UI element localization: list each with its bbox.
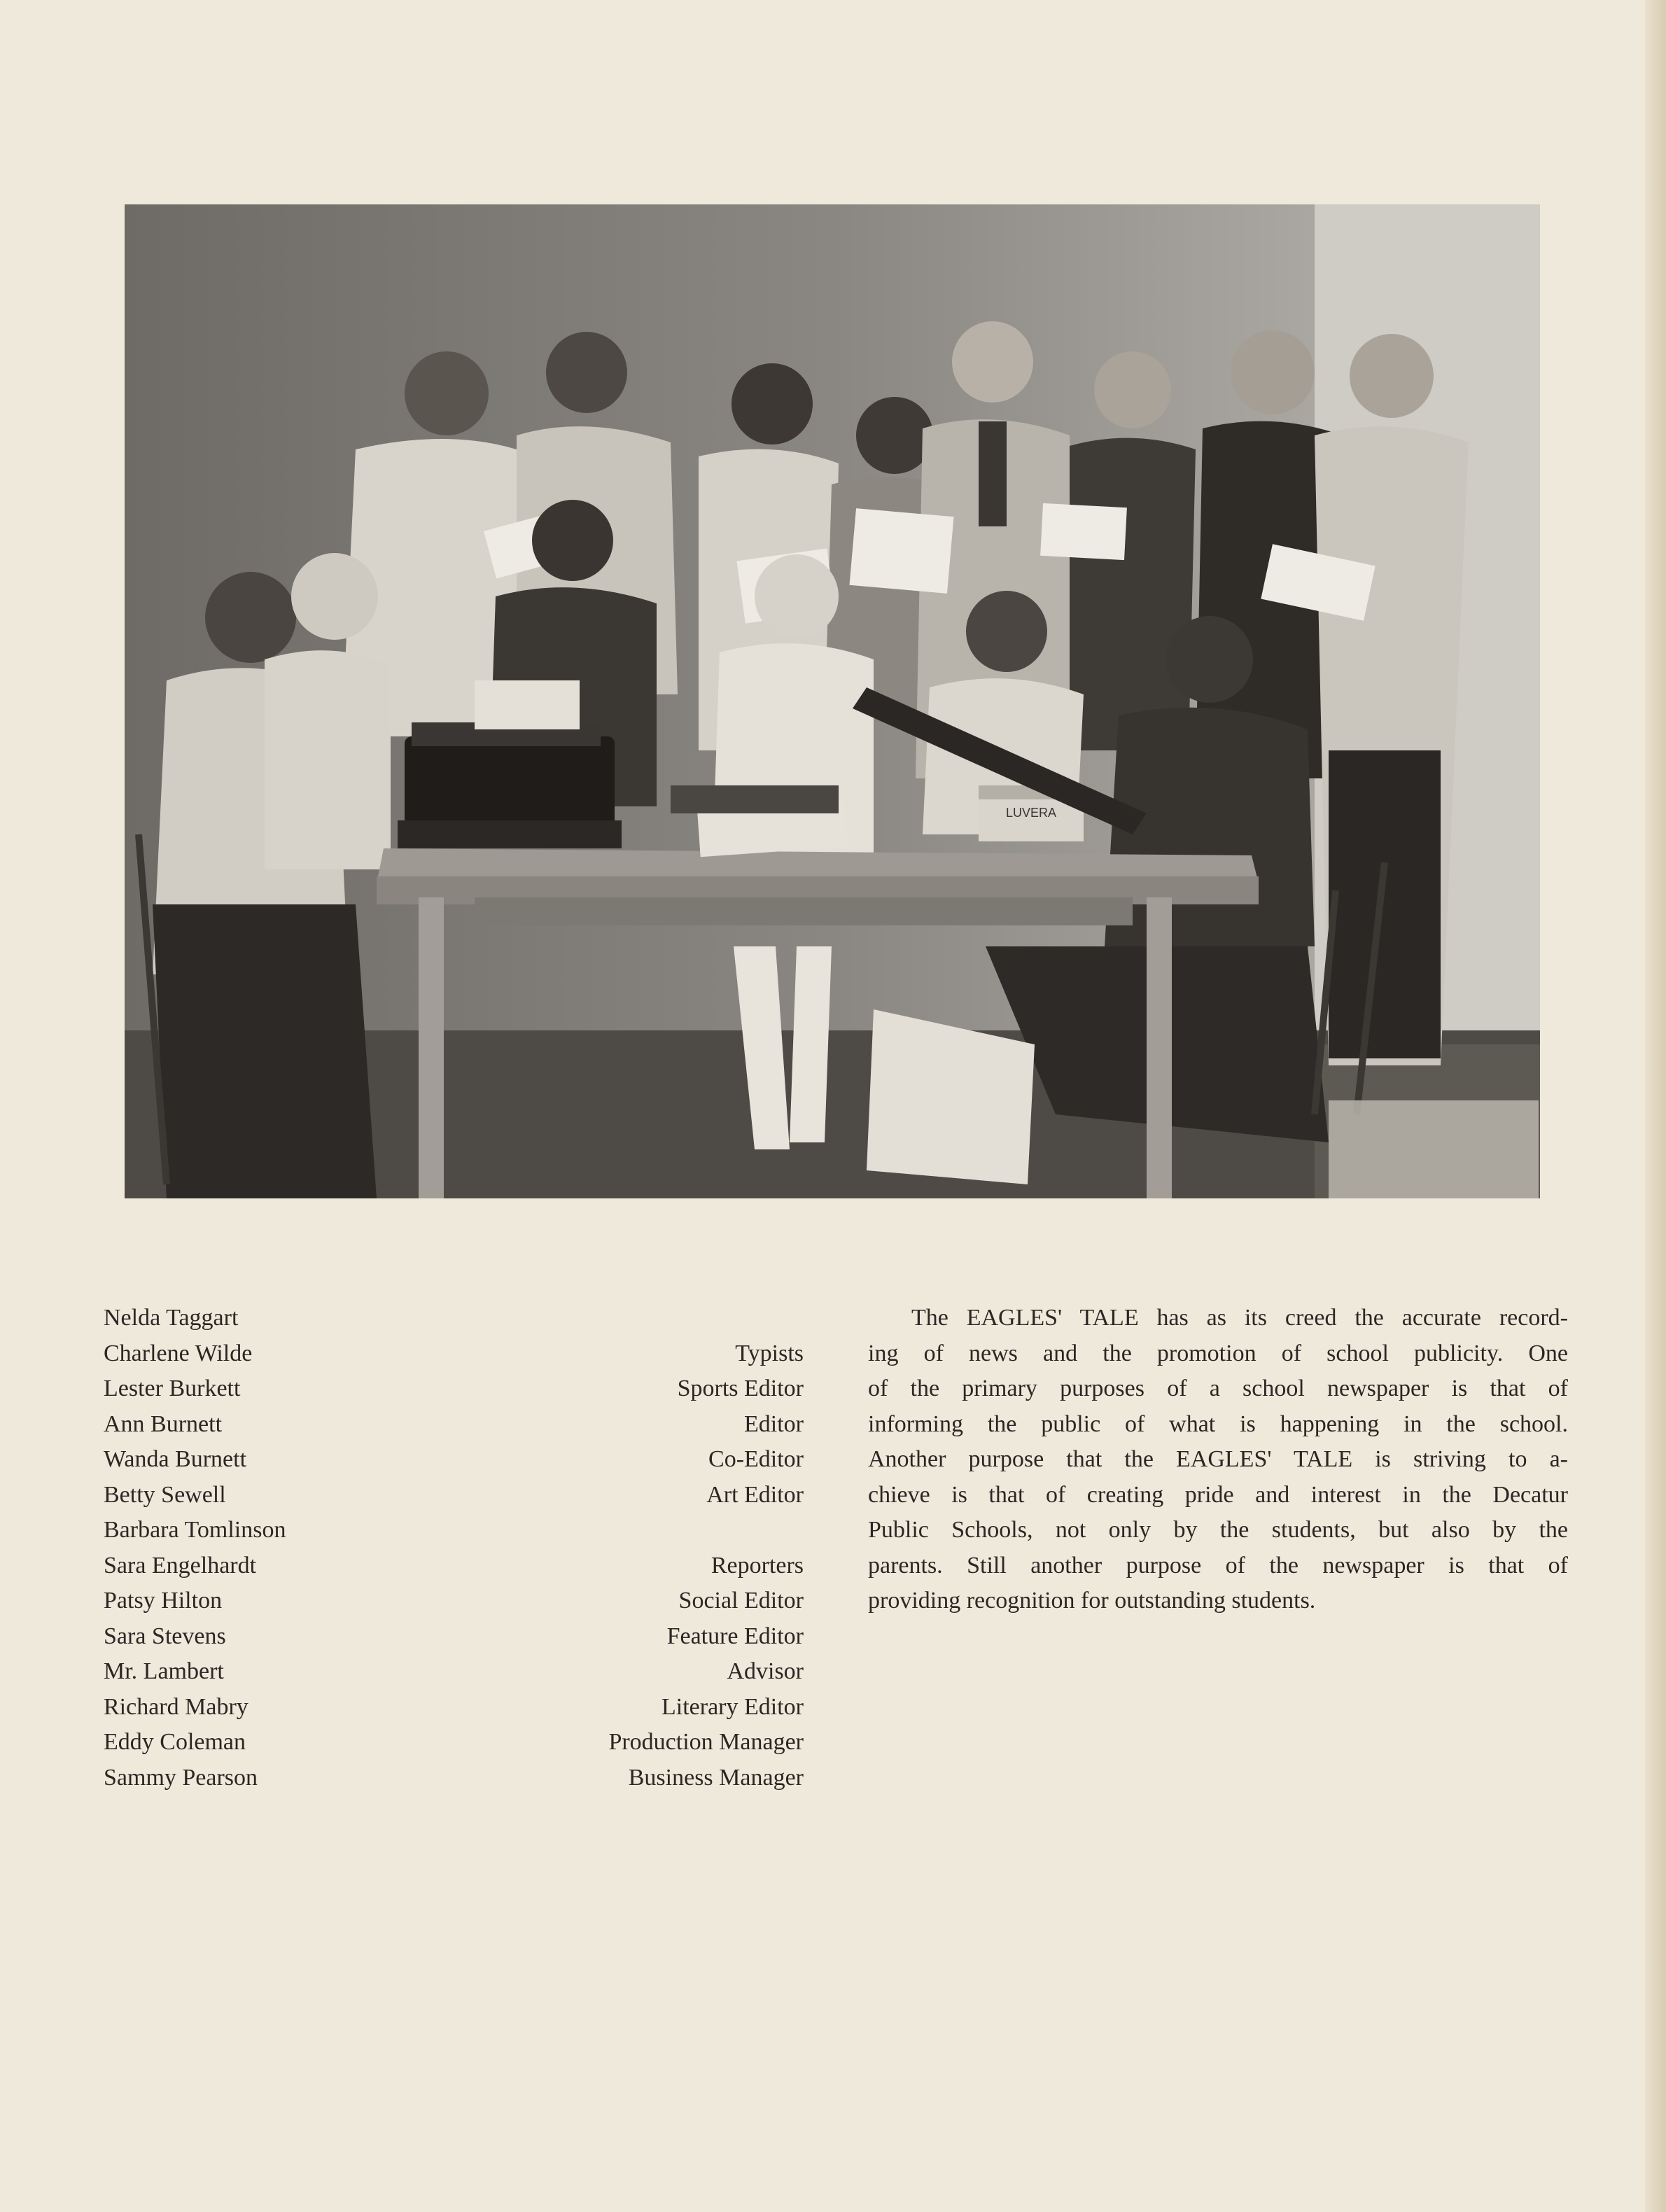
article-line: ing of news and the promotion of school publicity. One xyxy=(868,1340,1568,1366)
staff-name: Lester Burkett xyxy=(104,1376,241,1401)
staff-name: Richard Mabry xyxy=(104,1693,248,1720)
roster-row xyxy=(104,1690,804,1726)
staff-name: Sara Engelhardt xyxy=(104,1552,257,1578)
staff-role: Art Editor xyxy=(706,1481,804,1508)
staff-name: Mr. Lambert xyxy=(104,1658,224,1684)
roster-row xyxy=(104,1725,804,1760)
staff-name: Wanda Burnett xyxy=(104,1446,247,1472)
roster-row xyxy=(104,1583,804,1619)
staff-role: Advisor xyxy=(727,1658,804,1684)
roster-row xyxy=(104,1478,804,1513)
staff-role: Sports Editor xyxy=(677,1376,804,1401)
staff-roster xyxy=(104,1301,804,1795)
staff-role: Reporters xyxy=(710,1552,804,1578)
staff-role: Production Manager xyxy=(608,1729,804,1755)
roster-row xyxy=(104,1407,804,1443)
staff-role: Business Manager xyxy=(628,1764,804,1791)
roster-row xyxy=(104,1301,804,1336)
roster-row xyxy=(104,1619,804,1655)
article-line: chieve is that of creating pride and interest in the Decatur xyxy=(868,1481,1568,1508)
staff-role: Editor xyxy=(744,1410,804,1437)
staff-role: Co-Editor xyxy=(708,1446,804,1472)
roster-row xyxy=(104,1548,804,1584)
staff-name: Barbara Tomlinson xyxy=(104,1517,286,1543)
staff-name: Sara Stevens xyxy=(104,1623,226,1649)
roster-row xyxy=(104,1654,804,1690)
roster-row xyxy=(104,1336,804,1372)
staff-name: Ann Burnett xyxy=(104,1410,223,1437)
article-line: parents. Still another purpose of the newspaper is that of xyxy=(868,1552,1568,1578)
article-line: Public Schools, not only by the students, but also by the xyxy=(868,1517,1568,1543)
box-label: LUVERA xyxy=(1005,806,1057,820)
article-line: of the primary purposes of a school newspaper is that of xyxy=(868,1376,1568,1401)
staff-name: Patsy Hilton xyxy=(104,1588,223,1614)
staff-name: Eddy Coleman xyxy=(104,1729,246,1755)
article-line: informing the public of what is happening in the school. xyxy=(868,1410,1568,1437)
article-text xyxy=(868,1301,1568,1619)
roster-row xyxy=(104,1371,804,1407)
roster-row xyxy=(104,1760,804,1796)
article-line: The EAGLES' TALE has as its creed the accurate record- xyxy=(911,1305,1568,1331)
roster-row xyxy=(104,1442,804,1478)
article-line: providing recognition for outstanding students. xyxy=(868,1588,1316,1614)
staff-role: Feature Editor xyxy=(666,1623,804,1649)
page-edge xyxy=(1645,0,1666,2212)
staff-name: Sammy Pearson xyxy=(104,1764,258,1791)
staff-role: Literary Editor xyxy=(662,1693,804,1720)
staff-name: Nelda Taggart xyxy=(104,1305,239,1331)
roster-row xyxy=(104,1513,804,1548)
staff-name: Charlene Wilde xyxy=(104,1340,253,1366)
article-line: Another purpose that the EAGLES' TALE is striving to a- xyxy=(868,1446,1568,1472)
staff-name: Betty Sewell xyxy=(104,1481,226,1508)
staff-role: Social Editor xyxy=(678,1588,804,1614)
staff-role: Typists xyxy=(735,1340,804,1366)
group-photo xyxy=(125,204,1540,1198)
